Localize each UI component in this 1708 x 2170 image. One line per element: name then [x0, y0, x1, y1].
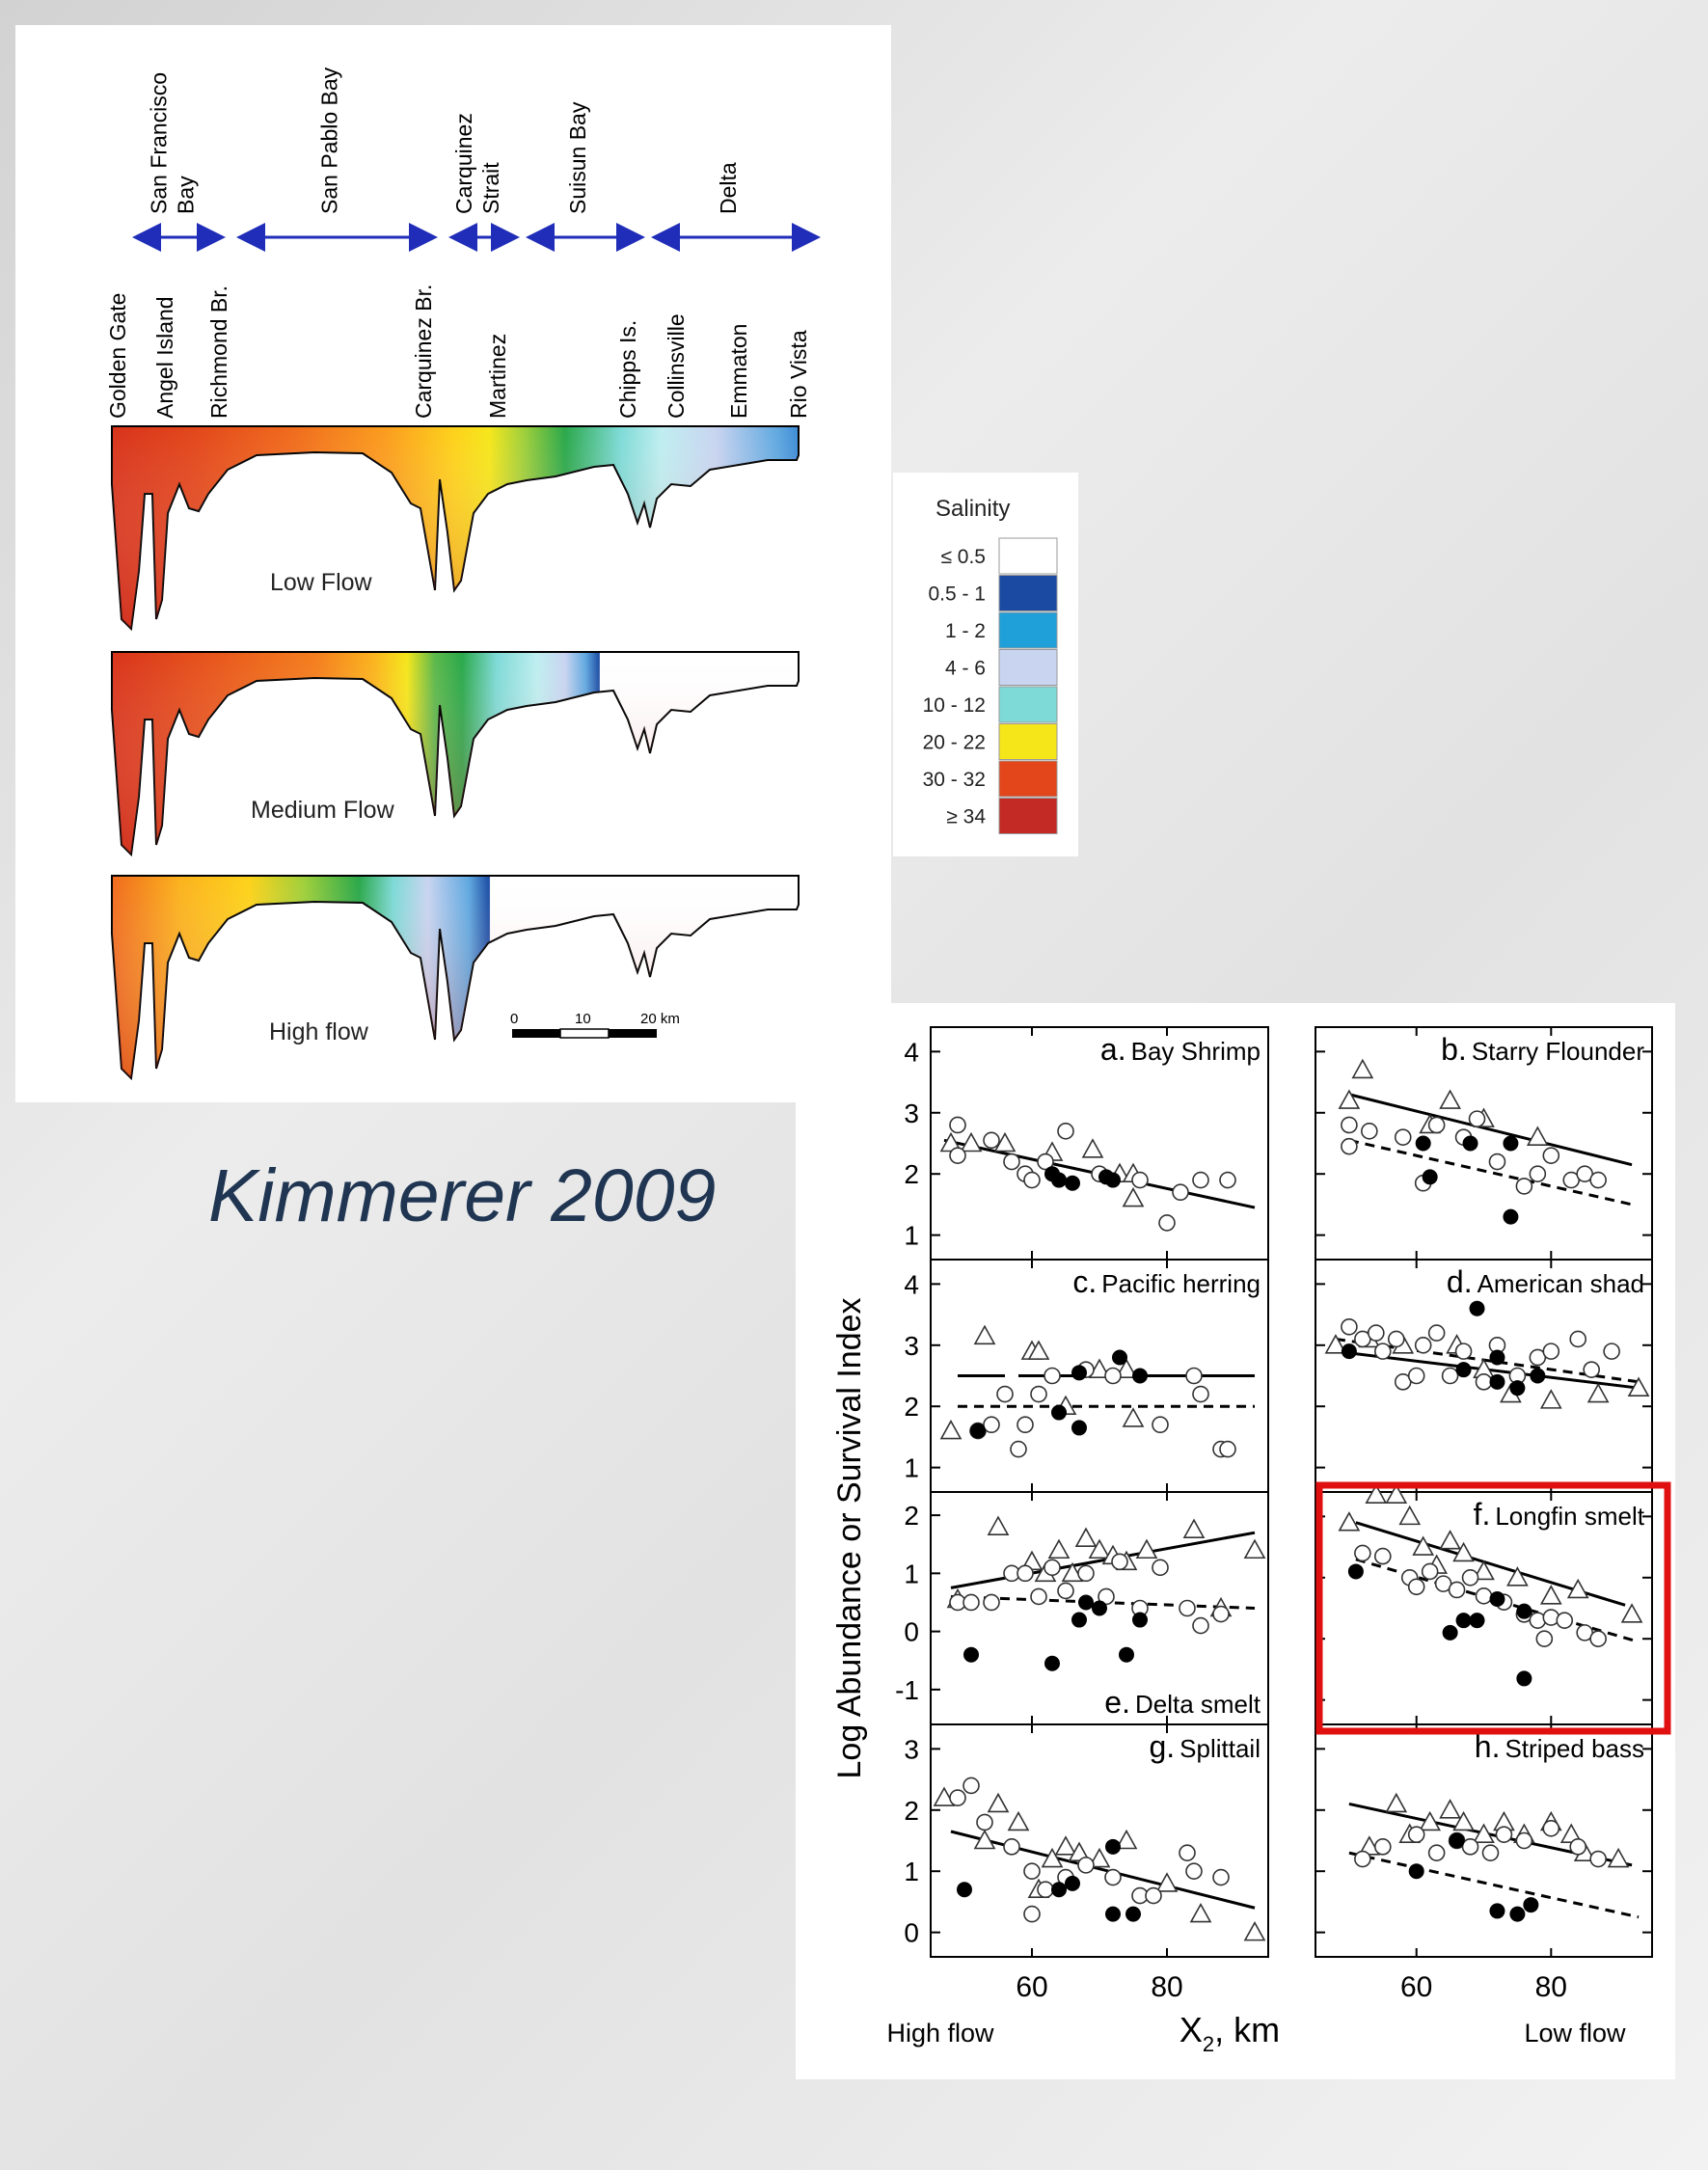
- open-circle-point: [1409, 1369, 1424, 1384]
- panel-species: Starry Flounder: [1471, 1037, 1644, 1066]
- open-circle-point: [1152, 1560, 1168, 1575]
- triangle-point: [1137, 1540, 1156, 1558]
- open-circle-point: [1213, 1870, 1229, 1885]
- open-circle-point: [1152, 1417, 1168, 1432]
- filled-circle-point: [1092, 1601, 1107, 1616]
- filled-circle-point: [1342, 1343, 1357, 1359]
- location-label: Carquinez Br.: [411, 284, 436, 419]
- triangle-point: [1124, 1409, 1143, 1426]
- legend-item: [928, 576, 1057, 611]
- solid-fit-line: [951, 1533, 1255, 1587]
- open-circle-point: [1584, 1362, 1599, 1377]
- filled-circle-point: [1071, 1420, 1087, 1435]
- region-2: [451, 113, 517, 237]
- filled-circle-point: [970, 1424, 986, 1439]
- legend-label: ≥ 34: [946, 805, 986, 828]
- filled-circle-point: [1516, 1670, 1532, 1686]
- depth-shading: [112, 426, 799, 629]
- legend-label: ≤ 0.5: [940, 546, 986, 568]
- y-tick-label: 2: [904, 1392, 919, 1423]
- filled-circle-point: [1078, 1594, 1094, 1610]
- open-circle-point: [1146, 1888, 1161, 1904]
- filled-circle-point: [1489, 1591, 1505, 1607]
- panel-letter: a.: [1099, 1032, 1126, 1067]
- filled-circle-point: [1132, 1613, 1148, 1628]
- legend-swatch: [999, 612, 1057, 648]
- open-circle-point: [984, 1594, 999, 1610]
- salinity-legend-svg: [893, 473, 1078, 856]
- filled-circle-point: [963, 1647, 979, 1663]
- triangle-point: [1609, 1850, 1628, 1867]
- legend-item: [923, 687, 1057, 722]
- y-tick-label: 0: [904, 1616, 919, 1647]
- open-circle-point: [950, 1148, 965, 1163]
- open-circle-point: [1543, 1343, 1559, 1359]
- scale-bar-tick-0: 0: [510, 1011, 519, 1027]
- triangle-point: [1441, 1091, 1460, 1108]
- open-circle-point: [1186, 1369, 1202, 1384]
- open-circle-point: [1375, 1549, 1391, 1564]
- triangle-point: [989, 1517, 1008, 1534]
- legend-label: 20 - 22: [922, 731, 986, 754]
- filled-circle-point: [1105, 1839, 1121, 1855]
- open-circle-point: [1489, 1154, 1505, 1170]
- legend-label: 1 - 2: [944, 620, 986, 642]
- open-circle-point: [1220, 1173, 1235, 1188]
- y-tick-label: 4: [904, 1037, 919, 1068]
- filled-circle-point: [1071, 1365, 1087, 1380]
- open-circle-point: [1477, 1374, 1492, 1390]
- panel-species: Pacific herring: [1101, 1269, 1261, 1298]
- triangle-point: [1340, 1091, 1359, 1108]
- x-axis-label-main: X: [1179, 2010, 1203, 2049]
- open-circle-point: [950, 1790, 965, 1805]
- open-circle-point: [1409, 1827, 1424, 1842]
- open-circle-point: [1044, 1560, 1060, 1575]
- open-circle-point: [1078, 1565, 1094, 1581]
- region-0: [135, 72, 223, 237]
- y-tick-label: 0: [904, 1917, 919, 1948]
- triangle-point: [1340, 1513, 1359, 1531]
- filled-circle-point: [1423, 1169, 1438, 1184]
- panel-species: Striped bass: [1505, 1734, 1644, 1763]
- open-circle-point: [1450, 1582, 1465, 1597]
- open-circle-point: [1024, 1173, 1040, 1188]
- triangle-point: [1157, 1874, 1177, 1891]
- region-1: [239, 67, 435, 237]
- panel-letter: f.: [1473, 1497, 1491, 1532]
- triangle-point: [1191, 1905, 1210, 1922]
- filled-circle-point: [1409, 1863, 1424, 1879]
- filled-circle-point: [1348, 1563, 1364, 1579]
- open-circle-point: [1557, 1613, 1572, 1628]
- triangle-point: [1541, 1391, 1560, 1408]
- panel-species: Longfin smelt: [1495, 1502, 1644, 1531]
- filled-circle-point: [1470, 1613, 1485, 1628]
- open-circle-point: [1038, 1882, 1053, 1897]
- solid-fit-line: [951, 1831, 1255, 1908]
- triangle-point: [1353, 1060, 1372, 1077]
- solid-fit-line: [1349, 1095, 1632, 1165]
- y-tick-label: 1: [904, 1857, 919, 1887]
- triangle-point: [962, 1134, 981, 1152]
- scale-bar: [510, 1011, 680, 1038]
- triangle-point: [1441, 1532, 1460, 1549]
- open-circle-point: [1389, 1331, 1404, 1346]
- triangle-point: [1400, 1506, 1420, 1524]
- open-circle-point: [1017, 1417, 1033, 1432]
- open-circle-point: [1342, 1139, 1357, 1154]
- scale-bar-tick-10: 10: [575, 1011, 591, 1027]
- filled-circle-point: [1132, 1369, 1148, 1384]
- open-circle-point: [1543, 1821, 1559, 1836]
- depth-shading: [112, 652, 799, 854]
- open-circle-point: [1031, 1588, 1046, 1604]
- open-circle-point: [1004, 1154, 1019, 1170]
- y-tick-label: 4: [904, 1269, 919, 1300]
- panel-title: [1072, 1264, 1261, 1299]
- legend-swatch: [999, 650, 1057, 686]
- open-circle-point: [1132, 1173, 1148, 1188]
- panel-title: [1100, 1032, 1261, 1067]
- depth-shading: [112, 876, 799, 1078]
- open-circle-point: [1463, 1570, 1478, 1586]
- region-3: [529, 101, 642, 237]
- location-label: Collinsville: [664, 313, 689, 419]
- legend-item: [923, 761, 1057, 797]
- open-circle-point: [1570, 1331, 1586, 1346]
- filled-circle-point: [1503, 1136, 1518, 1152]
- open-circle-point: [1470, 1111, 1485, 1126]
- panel-species: Delta smelt: [1134, 1690, 1261, 1719]
- open-circle-point: [1179, 1601, 1195, 1616]
- open-circle-point: [984, 1132, 999, 1148]
- y-tick-label: 1: [904, 1452, 919, 1483]
- triangle-point: [1622, 1605, 1641, 1622]
- y-tick-label: 1: [904, 1220, 919, 1251]
- open-circle-point: [977, 1814, 992, 1830]
- filled-circle-point: [1516, 1604, 1532, 1619]
- y-axis-label: Log Abundance or Survival Index: [831, 1297, 868, 1779]
- y-tick-label: 3: [904, 1330, 919, 1361]
- open-circle-point: [1429, 1117, 1445, 1132]
- salinity-profile-figure: [15, 25, 891, 1102]
- open-circle-point: [1105, 1870, 1121, 1885]
- panel-letter: h.: [1474, 1729, 1501, 1764]
- filled-circle-point: [1071, 1613, 1087, 1628]
- triangle-point: [1184, 1520, 1204, 1537]
- panel-species: Splittail: [1179, 1734, 1261, 1763]
- filled-circle-point: [1105, 1173, 1121, 1188]
- open-circle-point: [1604, 1343, 1619, 1359]
- open-circle-point: [1044, 1369, 1060, 1384]
- triangle-point: [1049, 1540, 1069, 1558]
- triangle-point: [989, 1794, 1008, 1811]
- open-circle-point: [1342, 1319, 1357, 1335]
- panel-c: [904, 1260, 1268, 1492]
- panel-title: [1149, 1729, 1261, 1764]
- profile-label: Low Flow: [270, 569, 372, 596]
- open-circle-point: [1375, 1839, 1391, 1855]
- legend-label: 30 - 32: [922, 769, 986, 791]
- panel-b: [1315, 1027, 1652, 1260]
- open-circle-point: [1516, 1179, 1532, 1194]
- filled-circle-point: [1044, 1656, 1060, 1671]
- triangle-point: [1245, 1923, 1264, 1940]
- x-tick-label: 60: [1016, 1971, 1048, 2003]
- x-axis-label-unit: , km: [1214, 2010, 1281, 2049]
- profile-medium-flow: [112, 652, 799, 854]
- open-circle-point: [1078, 1858, 1094, 1873]
- open-circle-point: [1058, 1583, 1073, 1598]
- triangle-point: [1124, 1189, 1143, 1207]
- y-tick-label: 2: [904, 1159, 919, 1190]
- scale-bar-tick-20: 20 km: [640, 1011, 680, 1027]
- open-circle-point: [984, 1417, 999, 1432]
- filled-circle-point: [1125, 1907, 1141, 1922]
- legend-item: [945, 612, 1057, 648]
- x2-scatter-svg: [796, 1003, 1675, 2079]
- filled-circle-point: [1470, 1301, 1485, 1316]
- open-circle-point: [1396, 1129, 1411, 1145]
- region-4: [654, 162, 818, 237]
- open-circle-point: [1112, 1554, 1127, 1569]
- salinity-profile-svg: [15, 25, 891, 1102]
- panel-letter: e.: [1104, 1685, 1130, 1720]
- profile-label: High flow: [269, 1018, 368, 1045]
- triangle-point: [1387, 1794, 1406, 1811]
- open-circle-point: [1355, 1852, 1370, 1867]
- x-axis-label: [1179, 2010, 1280, 2056]
- low-flow-note: Low flow: [1524, 2019, 1626, 2048]
- panel-e: [895, 1492, 1268, 1724]
- panel-title: [1104, 1685, 1261, 1720]
- filled-circle-point: [1105, 1907, 1121, 1922]
- filled-circle-point: [1523, 1897, 1538, 1912]
- filled-circle-point: [1443, 1625, 1458, 1641]
- panel-g: [904, 1724, 1268, 1957]
- filled-circle-point: [1489, 1903, 1505, 1918]
- open-circle-point: [1570, 1839, 1586, 1855]
- open-circle-point: [1193, 1173, 1208, 1188]
- location-label: Richmond Br.: [206, 285, 231, 419]
- open-circle-point: [1443, 1369, 1458, 1384]
- panel-title: [1474, 1497, 1645, 1532]
- triangle-point: [975, 1326, 994, 1343]
- filled-circle-point: [1456, 1613, 1472, 1628]
- triangle-point: [1083, 1140, 1102, 1157]
- x2-scatter-figure: [796, 1003, 1675, 2079]
- salinity-legend: [893, 473, 1078, 856]
- filled-circle-point: [1509, 1380, 1525, 1396]
- legend-swatch: [999, 538, 1057, 574]
- filled-circle-point: [1112, 1349, 1127, 1365]
- triangle-point: [1528, 1127, 1547, 1145]
- open-circle-point: [1416, 1338, 1431, 1353]
- legend-swatch: [999, 724, 1057, 760]
- open-circle-point: [1477, 1588, 1492, 1604]
- location-label: Golden Gate: [105, 292, 130, 419]
- region-label: CarquinezStrait: [451, 113, 503, 214]
- legend-label: 10 - 12: [922, 694, 986, 717]
- filled-circle-point: [1065, 1176, 1080, 1191]
- panel-d: [1315, 1260, 1652, 1492]
- region-label: Suisun Bay: [565, 101, 590, 214]
- open-circle-point: [1004, 1839, 1019, 1855]
- open-circle-point: [1105, 1369, 1121, 1384]
- open-circle-point: [1058, 1124, 1073, 1139]
- panel-species: American shad: [1477, 1269, 1644, 1298]
- y-tick-label: 2: [904, 1501, 919, 1532]
- open-circle-point: [1173, 1184, 1188, 1200]
- y-tick-label: 3: [904, 1098, 919, 1128]
- triangle-point: [1076, 1529, 1096, 1546]
- filled-circle-point: [957, 1882, 972, 1897]
- location-label: Martinez: [485, 333, 510, 419]
- open-circle-point: [1193, 1618, 1208, 1634]
- y-tick-label: 3: [904, 1734, 919, 1765]
- profile-label: Medium Flow: [251, 797, 394, 824]
- filled-circle-point: [1051, 1882, 1067, 1897]
- open-circle-point: [1213, 1607, 1229, 1622]
- open-circle-point: [1496, 1827, 1511, 1842]
- legend-item: [940, 538, 1057, 574]
- open-circle-point: [1369, 1325, 1384, 1341]
- open-circle-point: [1590, 1631, 1606, 1646]
- panel-letter: c.: [1072, 1264, 1098, 1299]
- location-label: Rio Vista: [786, 330, 811, 419]
- location-label: Angel Island: [152, 296, 177, 419]
- open-circle-point: [1031, 1387, 1046, 1402]
- open-circle-point: [1186, 1863, 1202, 1879]
- panel-title: [1447, 1264, 1644, 1299]
- panel-letter: b.: [1441, 1032, 1467, 1067]
- legend-label: 4 - 6: [944, 657, 986, 680]
- legend-label: 0.5 - 1: [928, 583, 986, 606]
- filled-circle-point: [1489, 1349, 1505, 1365]
- open-circle-point: [1516, 1833, 1532, 1849]
- filled-circle-point: [1119, 1647, 1134, 1663]
- open-circle-point: [1342, 1117, 1357, 1132]
- high-flow-note: High flow: [886, 2019, 994, 2048]
- legend-swatch: [999, 761, 1057, 797]
- open-circle-point: [1590, 1173, 1606, 1188]
- filled-circle-point: [1530, 1369, 1545, 1384]
- filled-circle-point: [1450, 1833, 1465, 1849]
- legend-title: Salinity: [935, 496, 1011, 522]
- open-circle-point: [1530, 1166, 1545, 1181]
- filled-circle-point: [1489, 1374, 1505, 1390]
- panel-f: [1315, 1485, 1652, 1724]
- open-circle-point: [1543, 1148, 1559, 1163]
- legend-item: [946, 799, 1057, 834]
- open-circle-point: [1590, 1852, 1606, 1867]
- legend-swatch: [999, 687, 1057, 722]
- triangle-point: [1588, 1385, 1608, 1402]
- profile-high-flow: [112, 876, 799, 1078]
- triangle-point: [1541, 1587, 1560, 1604]
- open-circle-point: [1463, 1839, 1478, 1855]
- open-circle-point: [1362, 1124, 1377, 1139]
- open-circle-point: [1423, 1563, 1438, 1579]
- open-circle-point: [1482, 1845, 1498, 1860]
- panel-letter: g.: [1149, 1729, 1176, 1764]
- panel-h: [1315, 1724, 1652, 1957]
- open-circle-point: [1536, 1631, 1552, 1646]
- y-tick-label: -1: [895, 1674, 919, 1705]
- x-tick-label: 80: [1151, 1971, 1183, 2003]
- open-circle-point: [950, 1117, 965, 1132]
- triangle-point: [1056, 1837, 1075, 1855]
- legend-swatch: [999, 799, 1057, 834]
- panel-title: [1441, 1032, 1644, 1067]
- open-circle-point: [1409, 1579, 1424, 1594]
- location-label: Emmaton: [726, 323, 751, 419]
- region-label: Delta: [716, 162, 741, 214]
- filled-circle-point: [1051, 1405, 1067, 1421]
- filled-circle-point: [1456, 1362, 1472, 1377]
- triangle-point: [1441, 1801, 1460, 1818]
- panel-species: Bay Shrimp: [1130, 1037, 1261, 1066]
- open-circle-point: [1011, 1442, 1026, 1457]
- open-circle-point: [1355, 1545, 1370, 1560]
- filled-circle-point: [1051, 1173, 1067, 1188]
- open-circle-point: [963, 1777, 979, 1793]
- legend-swatch: [999, 576, 1057, 611]
- filled-circle-point: [1463, 1136, 1478, 1152]
- filled-circle-point: [1509, 1907, 1525, 1922]
- triangle-point: [1245, 1540, 1264, 1558]
- filled-circle-point: [1503, 1209, 1518, 1225]
- open-circle-point: [1159, 1215, 1175, 1231]
- profile-low-flow: [112, 426, 799, 629]
- region-label: San Pablo Bay: [316, 67, 342, 214]
- open-circle-point: [1375, 1343, 1391, 1359]
- open-circle-point: [1179, 1845, 1195, 1860]
- y-tick-label: 1: [904, 1559, 919, 1589]
- open-circle-point: [1429, 1325, 1445, 1341]
- filled-circle-point: [1065, 1876, 1080, 1891]
- open-circle-point: [1193, 1387, 1208, 1402]
- citation-text: Kimmerer 2009: [208, 1154, 717, 1237]
- y-tick-label: 2: [904, 1795, 919, 1826]
- open-circle-point: [1456, 1343, 1472, 1359]
- legend-item: [945, 650, 1057, 686]
- triangle-point: [941, 1422, 961, 1439]
- x-axis-label-subscript: 2: [1202, 2032, 1215, 2056]
- triangle-point: [1009, 1812, 1028, 1830]
- open-circle-point: [1429, 1845, 1445, 1860]
- open-circle-point: [963, 1594, 979, 1610]
- x-tick-label: 80: [1534, 1971, 1567, 2003]
- location-label: Chipps Is.: [615, 319, 640, 419]
- legend-item: [923, 724, 1057, 760]
- panel-a: [904, 1027, 1268, 1260]
- x-tick-label: 60: [1400, 1971, 1433, 2003]
- open-circle-point: [1220, 1442, 1235, 1457]
- region-label: San FranciscoBay: [146, 71, 199, 214]
- filled-circle-point: [1416, 1136, 1431, 1152]
- open-circle-point: [997, 1387, 1013, 1402]
- open-circle-point: [1024, 1863, 1040, 1879]
- open-circle-point: [1024, 1907, 1040, 1922]
- open-circle-point: [1017, 1565, 1033, 1581]
- panel-letter: d.: [1446, 1264, 1473, 1299]
